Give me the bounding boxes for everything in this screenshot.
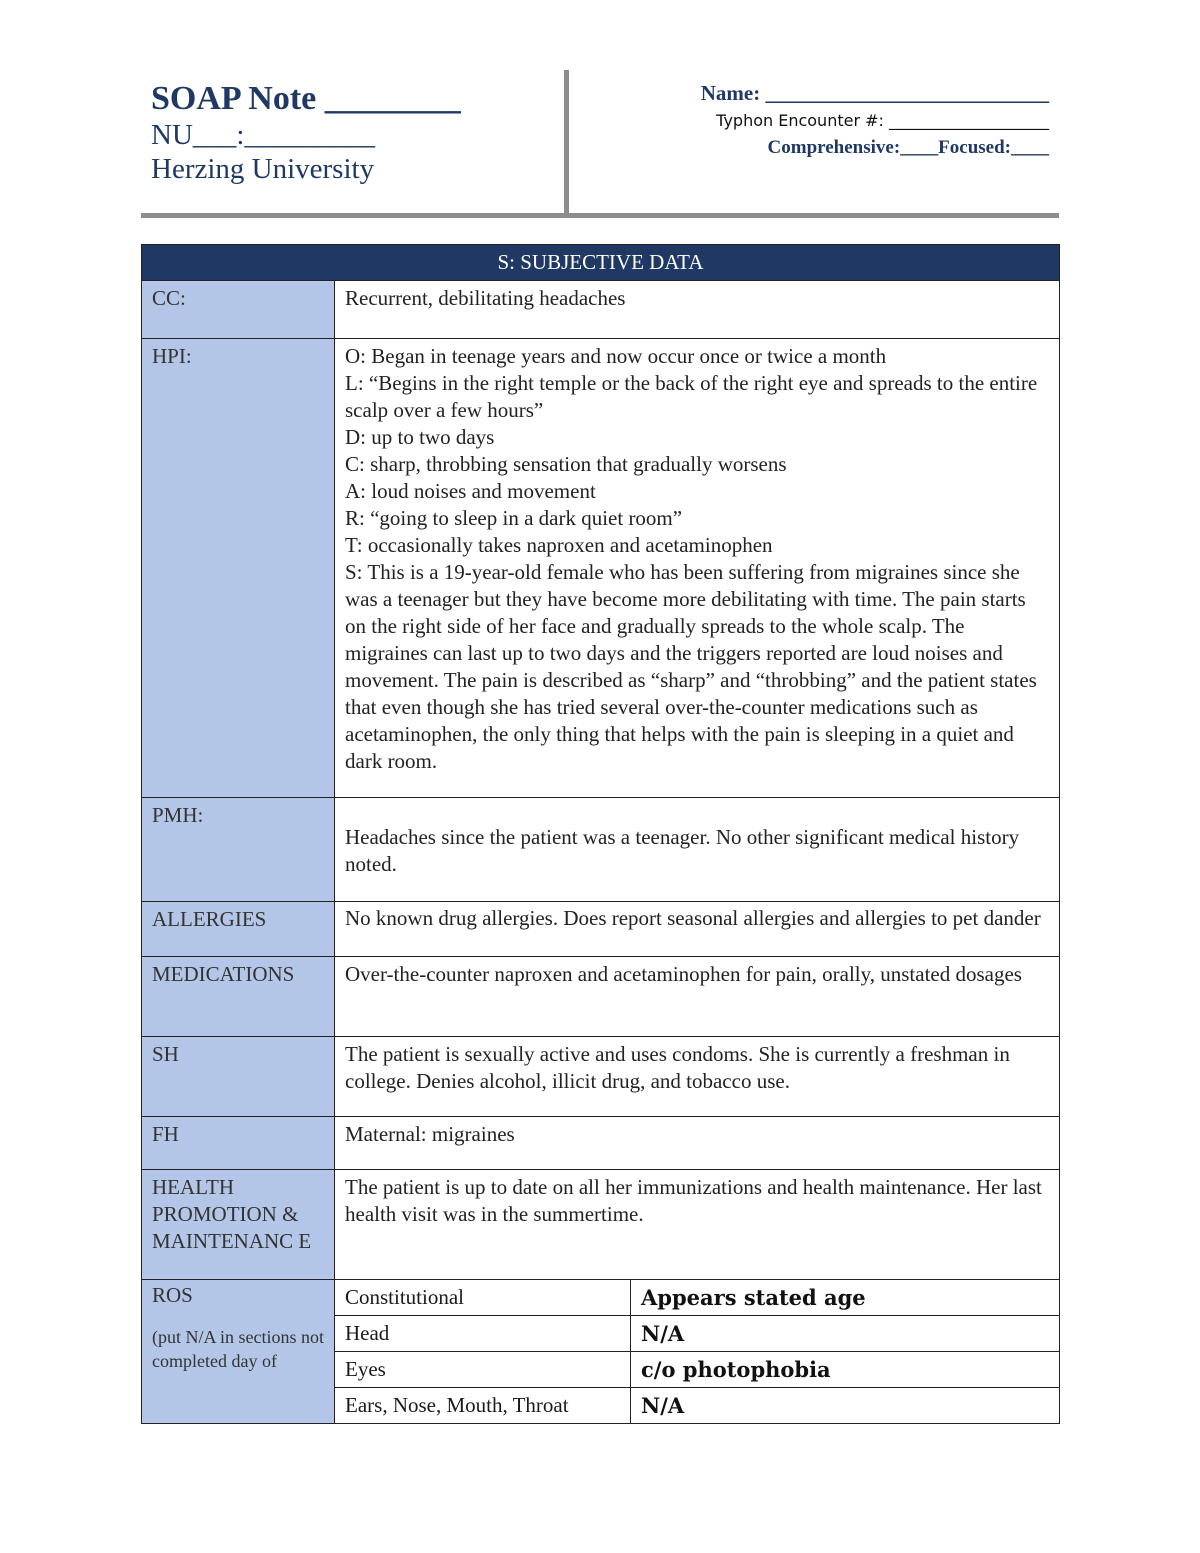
university-name: Herzing University [151, 153, 375, 185]
health-maintenance-value: The patient is up to date on all her immunizations and health maintenance. Her last health visit was in the summertime. [335, 1170, 1060, 1280]
fh-value: Maternal: migraines [335, 1117, 1060, 1170]
sh-label: SH [142, 1037, 335, 1117]
fh-row [142, 1117, 1060, 1170]
focused-label: Focused: [938, 137, 1011, 158]
header-vertical-divider [564, 70, 569, 214]
hpi-aggravating: A: loud noises and movement [345, 479, 596, 503]
health-maintenance-row [142, 1170, 1060, 1280]
ros-label-cell [142, 1280, 335, 1424]
ros-system: Eyes [335, 1352, 631, 1388]
hpi-value [335, 339, 1060, 798]
hpi-onset: O: Began in teenage years and now occur once or twice a month [345, 344, 887, 368]
medications-row [142, 957, 1060, 1037]
sh-value: The patient is sexually active and uses condoms. She is currently a freshman in college. Denies alcohol, illicit drug, and tobacco use. [335, 1037, 1060, 1117]
hpi-row [142, 339, 1060, 798]
course-number-line: NU___:_________ [151, 119, 375, 151]
ros-system: Constitutional [335, 1280, 631, 1316]
hpi-treatment: T: occasionally takes naproxen and acetaminophen [345, 533, 773, 557]
hpi-summary: S: This is a 19-year-old female who has been suffering from migraines since she was a teenager but they have become more debilitating with time. The pain starts on the right side of her face and gradually spreads to the whole scalp. The migraines can last up to two days and the triggers reported are loud noises and movement. The pain is described as “sharp” and “throbbing” and the patient states that even though she has tried several over-the-counter medications such as acetaminophen, the only thing that helps with the pain is sleeping in a quiet and dark room. [345, 560, 1037, 773]
hpi-label: HPI: [142, 339, 335, 798]
header-title-block [151, 80, 461, 186]
subjective-data-table [141, 244, 1060, 1424]
ros-finding: N/A [631, 1316, 1060, 1352]
section-heading: S: SUBJECTIVE DATA [142, 245, 1060, 281]
document-header [141, 70, 1059, 218]
ros-finding: Appears stated age [631, 1280, 1060, 1316]
focused-blank: ____ [1011, 137, 1049, 158]
hpi-duration: D: up to two days [345, 425, 495, 449]
header-info-block [701, 80, 1049, 161]
sh-row [142, 1037, 1060, 1117]
encounter-type-line [701, 135, 1049, 161]
comprehensive-blank: ____ [900, 137, 939, 158]
ros-label: ROS [152, 1283, 193, 1307]
ros-system: Head [335, 1316, 631, 1352]
typhon-encounter-field: Typhon Encounter #: ____________________ [716, 111, 1049, 130]
ros-system: Ears, Nose, Mouth, Throat [335, 1388, 631, 1424]
pmh-row [142, 798, 1060, 902]
section-header-row [142, 245, 1060, 281]
health-maintenance-label: HEALTH PROMOTION & MAINTENANC E [142, 1170, 335, 1280]
cc-value: Recurrent, debilitating headaches [335, 281, 1060, 339]
hpi-relieving: R: “going to sleep in a dark quiet room” [345, 506, 683, 530]
hpi-character: C: sharp, throbbing sensation that gradually worsens [345, 452, 787, 476]
comprehensive-label: Comprehensive: [767, 137, 901, 158]
ros-finding: c/o photophobia [631, 1352, 1060, 1388]
cc-label: CC: [142, 281, 335, 339]
cc-row [142, 281, 1060, 339]
ros-finding: N/A [631, 1388, 1060, 1424]
fh-label: FH [142, 1117, 335, 1170]
header-horizontal-divider [141, 213, 1059, 218]
allergies-value: No known drug allergies. Does report seasonal allergies and allergies to pet dander [335, 902, 1060, 957]
soap-note-title: SOAP Note ________ [151, 80, 461, 117]
pmh-value: Headaches since the patient was a teenager. No other significant medical history noted. [335, 798, 1060, 902]
medications-label: MEDICATIONS [142, 957, 335, 1037]
hpi-location: L: “Begins in the right temple or the back of the right eye and spreads to the entire scalp over a few hours” [345, 371, 1038, 422]
medications-value: Over-the-counter naproxen and acetaminophen for pain, orally, unstated dosages [335, 957, 1060, 1037]
allergies-row [142, 902, 1060, 957]
allergies-label: ALLERGIES [142, 902, 335, 957]
ros-note: (put N/A in sections not completed day of [152, 1327, 324, 1371]
ros-row [142, 1280, 1060, 1316]
pmh-label: PMH: [142, 798, 335, 902]
name-field: Name: ___________________________ [700, 81, 1049, 105]
